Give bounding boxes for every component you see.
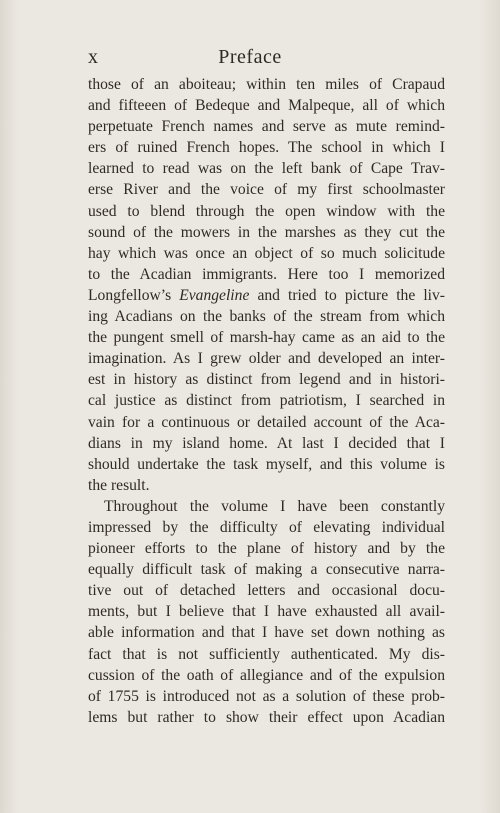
text-line: lems but rather to show their effect upon Acadian [88, 708, 445, 726]
text-line: and fifteeen of Bedeque and Malpeque, all of which [88, 97, 445, 115]
text-line: to the Acadian immigrants. Here too I memorized [88, 265, 445, 283]
text-line: of 1755 is introduced not as a solution of these prob- [88, 687, 445, 705]
body-text [88, 74, 445, 728]
text-line: sound of the mowers in the marshes as they cut the [88, 223, 445, 241]
running-title: Preface [218, 46, 282, 68]
text-line: ers of ruined French hopes. The school in which I [88, 139, 445, 157]
text-line: cal justice as distinct from patriotism, I searched in [88, 392, 445, 410]
text-line: should undertake the task myself, and this volume is [88, 455, 445, 473]
text-line: learned to read was on the left bank of Cape Trav- [88, 160, 445, 178]
text-line: used to blend through the open window with the [88, 202, 445, 220]
text-line: imagination. As I grew older and developed an inter- [88, 350, 445, 368]
text-line: cussion of the oath of allegiance and of the expulsion [88, 666, 445, 684]
text-line: able information and that I have set down nothing as [88, 624, 445, 642]
text-line: Throughout the volume I have been constantly [104, 497, 445, 515]
text-line: those of an aboiteau; within ten miles of Crapaud [88, 76, 445, 93]
text-line: erse River and the voice of my first schoolmaster [88, 181, 445, 199]
text-line: impressed by the difficulty of elevating individual [88, 518, 445, 536]
text-line: Longfellow’s Evangeline and tried to picture the liv- [88, 286, 445, 304]
text-line: est in history as distinct from legend and in histori- [88, 371, 445, 389]
book-title-italic: Evangeline [179, 286, 250, 304]
text-line: ing Acadians on the banks of the stream from which [88, 308, 445, 326]
text-line: hay which was once an object of so much solicitude [88, 244, 445, 262]
text-line: perpetuate French names and serve as mute remind- [88, 118, 445, 136]
text-line: vain for a continuous or detailed account of the Aca- [88, 413, 445, 431]
text-line: tive out of detached letters and occasional docu- [88, 582, 445, 600]
text-line: equally difficult task of making a consecutive narra- [88, 561, 445, 579]
text-line: pioneer efforts to the plane of history and by the [88, 540, 445, 558]
text-line: ments, but I believe that I have exhausted all avail- [88, 603, 445, 621]
text-line: dians in my island home. At last I decided that I [88, 434, 445, 452]
page-number: x [88, 46, 98, 68]
text-line: the result. [88, 476, 150, 494]
text-line: the pungent smell of marsh-hay came as an aid to the [88, 329, 445, 347]
text-line: fact that is not sufficiently authenticated. My dis- [88, 645, 445, 663]
